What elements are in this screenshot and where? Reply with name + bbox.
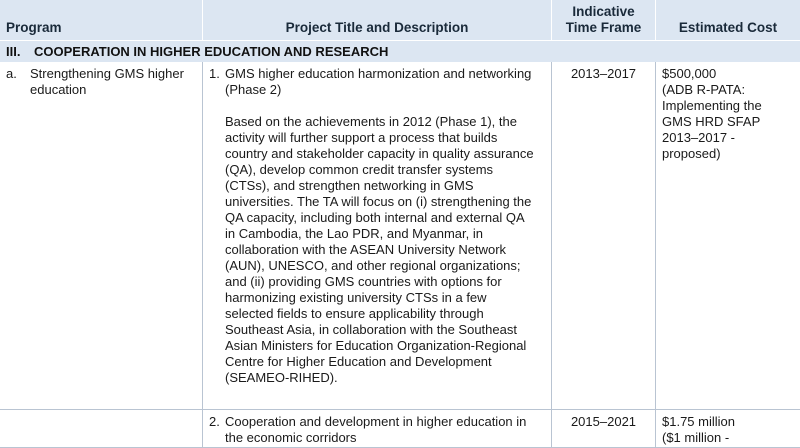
program-letter: [6, 414, 30, 447]
header-timeframe: Indicative Time Frame: [552, 0, 656, 40]
table-row-2-project: [203, 410, 552, 448]
table-row-1-timeframe: 2013–2017: [552, 62, 656, 410]
header-program: Program: [0, 0, 203, 40]
program-name: Strengthening GMS higher education: [30, 66, 184, 97]
table-row-1-project: [203, 62, 552, 410]
item-number: 2.: [209, 414, 220, 429]
table-row-2-timeframe: 2015–2021: [552, 410, 656, 448]
cost-amount: $1.75 million: [662, 414, 735, 429]
cost-note: ($1 million -: [662, 430, 730, 445]
table-row-2-cost: [656, 410, 800, 448]
section-heading: [0, 40, 800, 62]
table-row-1-cost: [656, 62, 800, 410]
cost-amount: $500,000: [662, 66, 717, 81]
project-description: Based on the achievements in 2012 (Phase 1), the activity will further support a process that builds country and stakeholder capacity in quality assurance (QA), develop common credit transfer systems (CTSs), and strengthen networking in GMS universities. The TA will focus on (i) strengthening the QA capacity, including both internal and external QA in Cambodia, the Lao PDR, and Myanmar, in collaboration with the ASEAN University Network (AUN), UNESCO, and other regional organizations; and (ii) providing GMS countries with options for harmonizing existing university CTSs in a few selected fields to ensure applicability through Southeast Asia, in collaboration with the Southeast Asian Ministers for Education Organization-Regional Centre for Higher Education and Development (SEAMEO-RIHED).: [225, 114, 534, 385]
item-number: 1.: [209, 66, 220, 81]
program-letter: a.: [6, 66, 17, 81]
table-row-2-program: [0, 410, 203, 448]
header-cost: Estimated Cost: [656, 0, 800, 40]
section-title: COOPERATION IN HIGHER EDUCATION AND RESEARCH: [34, 44, 389, 59]
header-project: Project Title and Description: [203, 0, 552, 40]
cost-note: (ADB R-PATA: Implementing the GMS HRD SFAP 2013–2017 - proposed): [662, 82, 762, 161]
section-number: III.: [6, 44, 21, 59]
project-title: Cooperation and development in higher education in the economic corridors: [225, 414, 527, 445]
table-row-1-program: [0, 62, 203, 410]
project-title: GMS higher education harmonization and networking (Phase 2): [225, 66, 532, 97]
